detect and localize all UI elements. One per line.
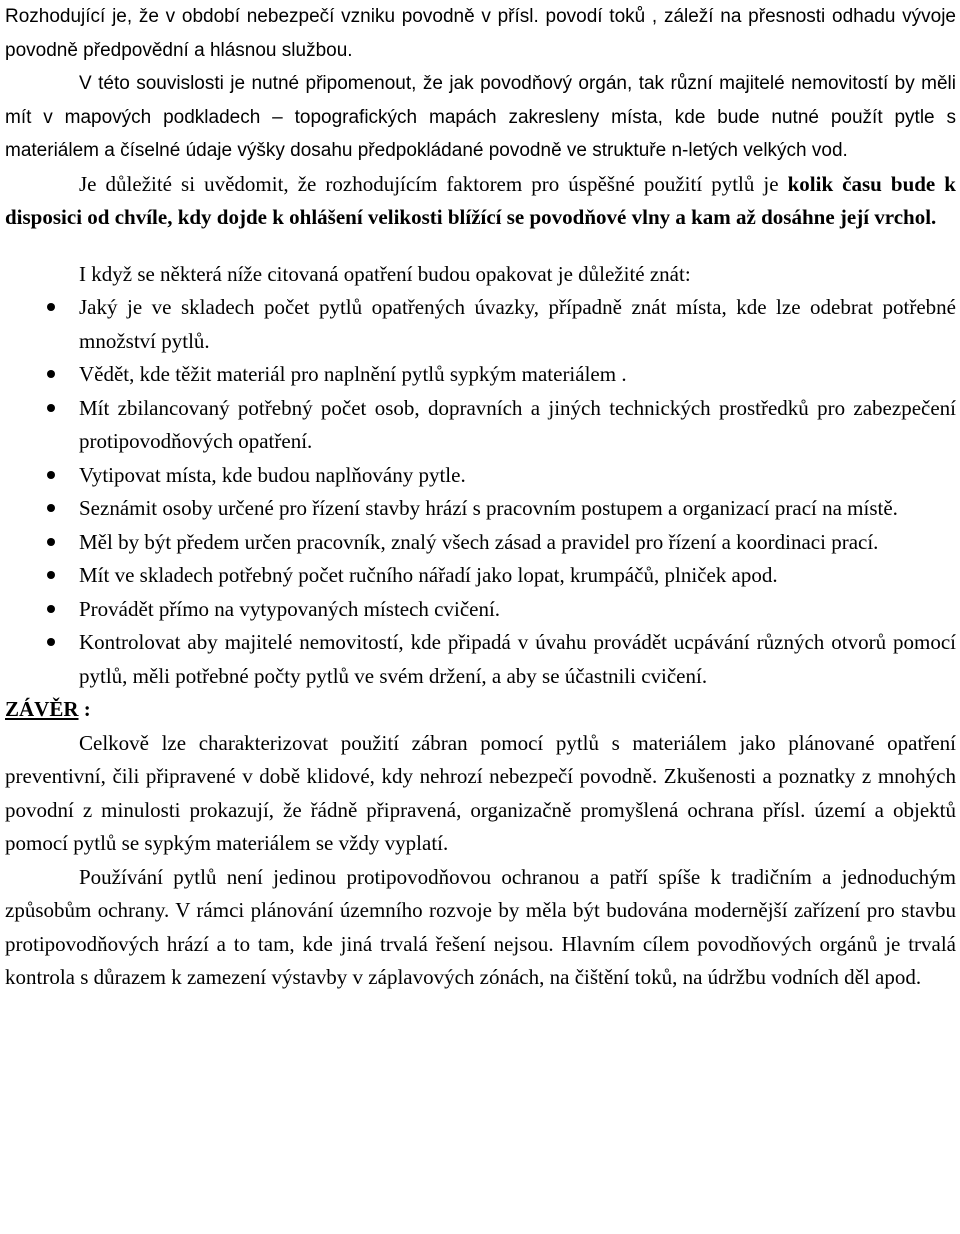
list-item-text: Měl by být předem určen pracovník, znalý všech zásad a pravidel pro řízení a koordinaci prací. [79,529,879,554]
list-item-text: Mít zbilancovaný potřebný počet osob, dopravních a jiných technických prostředků pro zabezpečení protipovodňových opatření. [79,395,956,453]
intro-paragraph-3-emphasis: kolik času bude k disposici od chvíle, kdy dojde k ohlášení velikosti blížící se povodňové vlny a kam až dosáhne její vrchol. [5,171,956,229]
bullet-icon [47,571,55,579]
list-item-text: Mít ve skladech potřebný počet ručního nářadí jako lopat, krumpáčů, plniček apod. [79,563,778,587]
list-item [5,492,956,526]
bullet-icon [47,504,55,512]
intro-paragraph-3-text: Je důležité si uvědomit, že rozhodujícím faktorem pro úspěšné použití pytlů je [79,171,788,196]
bullet-icon [47,404,55,412]
bullet-icon [47,471,55,479]
list-item [5,459,956,493]
list-item-text: Kontrolovat aby majitelé nemovitostí, kde připadá v úvahu provádět ucpávání různých otvorů pomocí pytlů, měli potřebné počty pytlů ve svém držení, a aby se účastnili cvičení. [79,630,956,688]
list-item [5,593,956,627]
bullet-icon [47,303,55,311]
list-item [5,559,956,593]
document-page [5,0,956,995]
list-item [5,291,956,358]
intro-paragraph-3 [5,168,956,235]
conclusion-heading-text: ZÁVĚR [5,697,79,721]
measures-list [5,291,956,693]
list-item-text: Provádět přímo na vytypovaných místech cvičení. [79,596,501,621]
bullet-icon [47,638,55,646]
conclusion-paragraph-1: Celkově lze charakterizovat použití zábran pomocí pytlů s materiálem jako plánované opatření preventivní, čili připravené v době klidové, kdy nehrozí nebezpečí povodně. Zkušenosti a poznatky z mnohých povodní z minulosti prokazují, že řádně připravená, organizačně promyšlená ochrana přísl. území a objektů pomocí pytlů se sypkým materiálem se vždy vyplatí. [5,730,956,855]
list-item [5,526,956,560]
conclusion-heading-colon: : [78,697,91,721]
conclusion-heading [5,693,956,727]
bullet-icon [47,538,55,546]
intro-paragraph-1: Rozhodující je, že v období nebezpečí vzniku povodně v přísl. povodí toků , záleží na přesnosti odhadu vývoje povodně předpovědní a hlásnou službou. [5,6,956,61]
list-item [5,392,956,459]
conclusion-paragraph-2: Používání pytlů není jedinou protipovodňovou ochranou a patří spíše k tradičním a jednoduchým způsobům ochrany. V rámci plánování územního rozvoje by měla být budována modernější zařízení pro stavbu protipovodňových hrází a to tam, kde jiná trvalá řešení nejsou. Hlavním cílem povodňových orgánů je trvalá kontrola s důrazem k zamezení výstavby v záplavových zónách, na čištění toků, na údržbu vodních děl apod. [5,864,956,989]
list-item-text: Jaký je ve skladech počet pytlů opatřených úvazky, případně znát místa, kde lze odebrat potřebné množství pytlů. [79,295,956,353]
list-item-text: Seznámit osoby určené pro řízení stavby hrází s pracovním postupem a organizací prací na místě. [79,496,898,520]
list-item-text: Vědět, kde těžit materiál pro naplnění pytlů sypkým materiálem . [79,362,627,386]
bullet-icon [47,370,55,378]
list-item [5,358,956,392]
list-intro: I když se některá níže citovaná opatření budou opakovat je důležité znát: [79,261,691,286]
bullet-icon [47,605,55,613]
spacer [5,235,956,258]
intro-paragraph-2: V této souvislosti je nutné připomenout, že jak povodňový orgán, tak různí majitelé nemovitostí by měli mít v mapových podkladech – topografických mapách zakresleny místa, kde bude nutné použít pytle s materiálem a číselné údaje výšky dosahu předpokládané povodně ve struktuře n-letých velkých vod. [5,73,956,161]
list-item [5,626,956,693]
list-item-text: Vytipovat místa, kde budou naplňovány pytle. [79,462,466,487]
